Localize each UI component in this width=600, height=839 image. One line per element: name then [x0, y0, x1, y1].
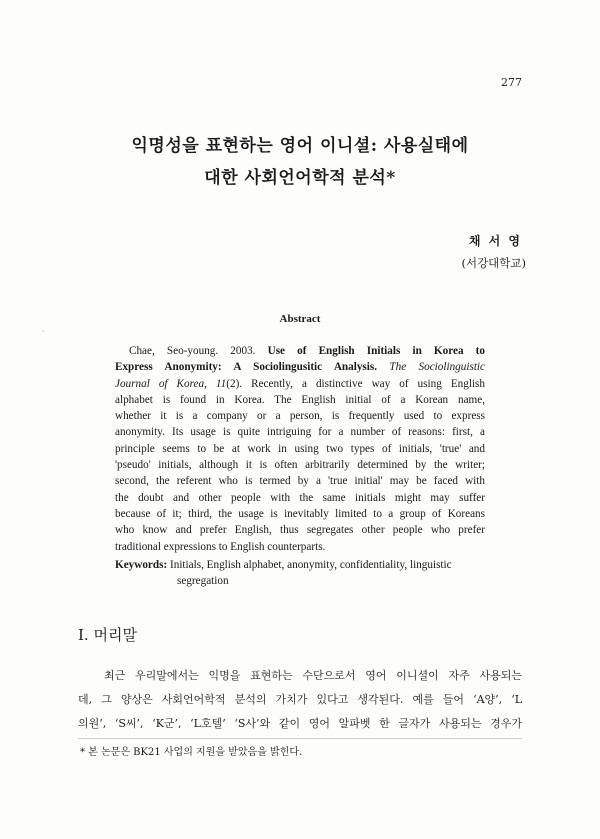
body-line: 의원’, ‘S씨’, ‘K군’, ‘L호텔’ ‘S사’와 같이 영어 알파벳 한 글자가 사용되는 경우가 [78, 717, 522, 730]
abstract-line: traditional expressions to English counterparts. [115, 540, 326, 553]
author-name: 채 서 영 [468, 234, 522, 248]
abstract-line: whether it is a company or a person, is frequently used to express [115, 410, 485, 423]
paper-title [0, 130, 600, 194]
title-line-2: 대한 사회언어학적 분석* [204, 168, 396, 188]
abstract-text: Recently, a distinctive way of using English [251, 377, 486, 390]
journal-name-1: The Sociolinguistic [389, 361, 486, 374]
journal-name-2: Journal of Korea, [115, 377, 207, 390]
abstract-line: alphabet is found in Korea. The English initial of a Korean name, [115, 393, 485, 406]
body-line: 최근 우리말에서는 익명을 표현하는 수단으로서 영어 이니셜이 자주 사용되는 [104, 669, 522, 682]
abstract-line: anonymity. Its usage is quite intriguing for a number of reasons: first, a [115, 426, 485, 439]
abstract-line [115, 343, 485, 359]
keywords-label: Keywords: [115, 559, 168, 571]
footnote: * 본 논문은 BK21 사업의 지원을 받았음을 밝힌다. [80, 747, 303, 758]
citation-author: Chae, Seo-young. 2003. [129, 345, 256, 357]
abstract-line: principle seems to be at work in using two types of initials, 'true' and [115, 442, 485, 455]
section-body [78, 664, 522, 736]
journal-issue: (2). [226, 377, 243, 390]
abstract-line: who know and prefer English, thus segregates other people who prefer [115, 524, 485, 537]
abstract-line: second, the referent who is termed by a 'true initial' may be faced with [115, 475, 485, 488]
keywords-line [115, 559, 452, 571]
title-line-1: 익명성을 표현하는 영어 이니셜: 사용실태에 [131, 136, 469, 156]
abstract-heading: Abstract [279, 313, 321, 325]
keywords [115, 557, 485, 590]
keywords-list: Initials, English alphabet, anonymity, confidentiality, linguistic [170, 559, 452, 571]
body-line: 데, 그 양상은 사회언어학적 분석의 가치가 있다고 생각된다. 예를 들어 ‘A양’, ‘L [78, 693, 522, 706]
abstract-line [115, 359, 485, 375]
abstract-line: the doubt and other people with the same initials might may suffer [115, 491, 485, 504]
citation-title-2: Express Anonymity: A Sociolingusitic Analysis. [115, 361, 378, 374]
abstract-line: 'pseudo' initials, although it is often arbitrarily determined by the writer; [115, 459, 485, 472]
abstract-body [115, 343, 485, 555]
journal-volume: 11 [215, 377, 227, 390]
author-affiliation: (서강대학교) [461, 256, 526, 270]
abstract-line [115, 376, 485, 392]
abstract-line: because of it; third, the usage is inevitably limited to a group of Koreans [115, 507, 485, 520]
page-number: 277 [501, 76, 522, 89]
keywords-continued: segregation [177, 575, 229, 588]
margin-mark: · [42, 327, 45, 336]
footnote-divider [78, 738, 522, 739]
section-heading: I. 머리말 [78, 626, 137, 644]
citation-title-1: Use of English Initials in Korea to [267, 345, 485, 357]
